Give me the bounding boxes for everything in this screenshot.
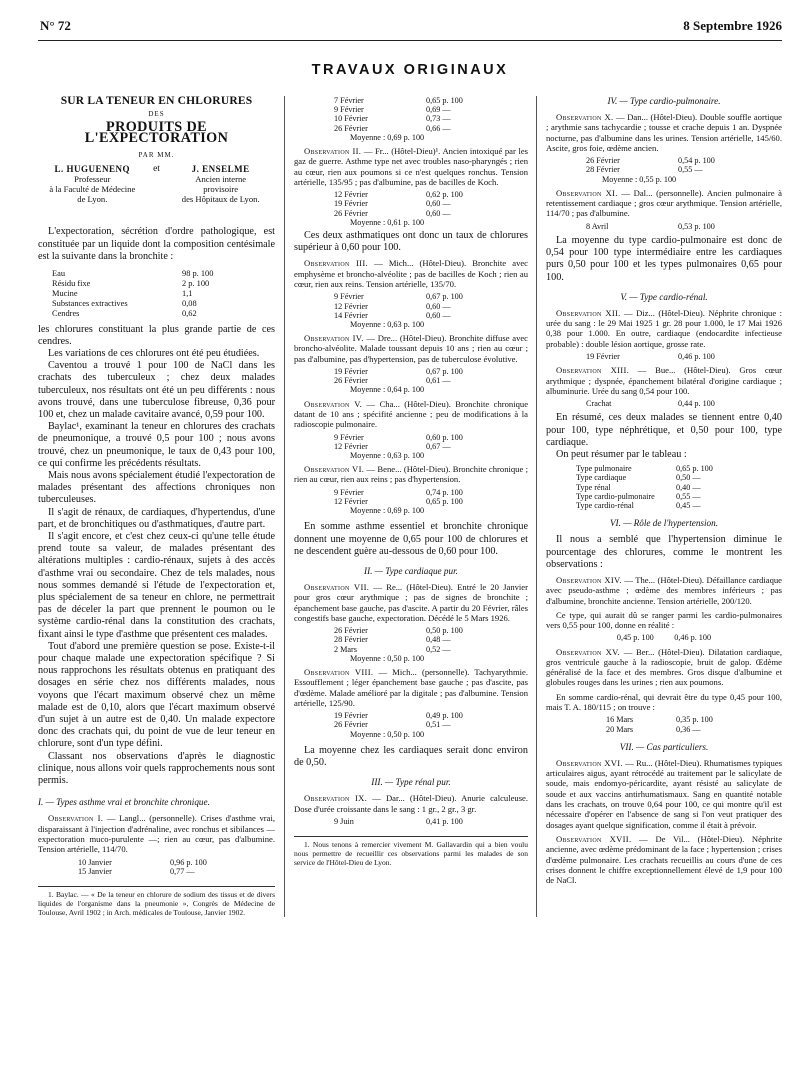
observation-label: Observation I. bbox=[48, 813, 104, 824]
column-1 bbox=[38, 96, 285, 917]
issue-number: N° 72 bbox=[40, 18, 71, 33]
composition-value: 2 p. 100 bbox=[182, 279, 210, 289]
paragraph: L'expectoration, sécrétion d'ordre pathologique, est constituée par un liquide dont la composition centésimale est la suivante dans la bronchite : bbox=[38, 226, 275, 262]
measurement-row bbox=[78, 867, 275, 876]
observation bbox=[294, 258, 528, 289]
footnote: 1. Baylac. — « De la teneur en chlorure de sodium des tissus et de divers liquides de l'organisme dans la pneumonie », Congrès de Médecine de Toulouse, Avril 1902 ; in Arch. médicales de Toulouse, Janvier 1902. bbox=[38, 889, 275, 917]
observation-text: — Bene... (Hôtel-Dieu). Bronchite chronique ; rien au cœur, rien aux reins ; pas d'hypertension. bbox=[294, 464, 529, 485]
measurement-values: 0,45 p. 100 0,46 p. 100 bbox=[616, 633, 712, 643]
summary-value: 0,50 — bbox=[676, 473, 701, 483]
measurement-value: 0,67 p. 100 bbox=[426, 292, 463, 302]
measurement-date: 28 Février bbox=[586, 165, 620, 175]
observation-label: Observation X. bbox=[556, 112, 614, 123]
measurement-value: 0,69 — bbox=[426, 105, 451, 115]
column-3 bbox=[537, 96, 782, 917]
measurement-row bbox=[334, 302, 528, 311]
measurement-row bbox=[334, 292, 528, 301]
measurement-date: 10 Janvier bbox=[78, 857, 112, 867]
subsection-heading: I. — Types asthme vrai et bronchite chronique. bbox=[38, 797, 210, 808]
measurement-row bbox=[606, 725, 782, 734]
footnote-rule bbox=[294, 836, 528, 837]
measurement-value: 0,67 p. 100 bbox=[426, 367, 463, 377]
author-1-name: L. HUGUENENQ bbox=[54, 164, 131, 175]
measurement-value: 0,60 — bbox=[426, 208, 451, 218]
measurement-value: 0,61 — bbox=[426, 376, 451, 386]
measurement-row bbox=[586, 165, 782, 174]
measurements bbox=[78, 858, 275, 876]
measurements bbox=[586, 222, 782, 231]
measurement-row bbox=[334, 209, 528, 218]
observation-text: — Diz... (Hôtel-Dieu). Néphrite chronique : urée du sang : le 29 Mai 1925 1 gr. 28 pour 1.000, le 17 Mai 1926 0,38 pour 1.000. En outre, cardiaque (endocardite infectieuse probable) : double lésion aortique, grosse rate. bbox=[546, 307, 782, 349]
observation-label: Observation V. bbox=[304, 398, 363, 409]
subsection-heading: III. — Type rénal pur. bbox=[371, 777, 451, 788]
measurement-value: 0,51 — bbox=[426, 720, 451, 730]
paragraph: En somme cardio-rénal, qui devrait être du type 0,45 pour 100, mais T. A. 180/115 ; on trouve : bbox=[546, 691, 782, 713]
footnote-rule bbox=[38, 886, 275, 887]
summary-table bbox=[576, 464, 782, 510]
columns bbox=[38, 96, 782, 917]
measurement-value: 0,74 p. 100 bbox=[426, 487, 463, 497]
observation-text: — Mich... (Hôtel-Dieu). Bronchite avec emphysème et broncho-alvéolite ; pas de bacilles de Koch ; rien au cœur, rien aux reins. Tension artérielle, 135/70. bbox=[294, 258, 528, 290]
measurements bbox=[586, 399, 782, 408]
issue-date: 8 Septembre 1926 bbox=[683, 18, 782, 33]
measurement-value: 0,49 p. 100 bbox=[426, 711, 463, 721]
measurement-row bbox=[334, 311, 528, 320]
measurements bbox=[334, 817, 528, 826]
measurement-date: 19 Février bbox=[334, 367, 368, 377]
observation-label: Observation VIII. bbox=[304, 667, 374, 678]
article-title-line2: PRODUITS DE L'EXPECTORATION bbox=[84, 119, 229, 147]
measurement-value: 0,53 p. 100 bbox=[678, 221, 715, 231]
author-1-role: Professeur bbox=[74, 174, 111, 185]
paragraph: Il s'agit encore, et c'est chez ceux-ci qu'une telle étude prend toute sa valeur, de malades présentant des altérations multiples : cardio-rénaux, sujets à des accès d'asthme vrai ou secondaire. Chez de tels malades, nous nous sommes demandé si l'étude de l'expectoration et, plus spécialement de sa teneur en chlore, ne permettrait pas de déceler la part que prennent le poumon ou le système cardio-rénal dans la constitution des crachats, fixant ainsi le type d'asthme que présentent ces malades. bbox=[38, 531, 275, 640]
composition-table bbox=[52, 269, 275, 319]
observation bbox=[546, 834, 782, 885]
paragraph: Ce type, qui aurait dû se ranger parmi les cardio-pulmonaires vers 0,55 pour 100, donne en réalité : bbox=[546, 609, 782, 631]
composition-row bbox=[52, 289, 275, 299]
observation-label: Observation XIII. bbox=[556, 365, 630, 376]
measurement-mean: Moyenne : 0,61 p. 100 bbox=[350, 217, 425, 227]
summary-type: Type rénal bbox=[576, 482, 611, 492]
measurements bbox=[334, 292, 528, 329]
observation-label: Observation XV. bbox=[556, 646, 620, 657]
observation bbox=[546, 188, 782, 219]
measurement-value: 0,35 p. 100 bbox=[676, 715, 713, 725]
observation bbox=[294, 667, 528, 708]
measurement-date: 19 Février bbox=[586, 352, 620, 362]
measurement-row bbox=[334, 626, 528, 635]
measurement-date: 9 Février bbox=[334, 292, 364, 302]
section-title: TRAVAUX ORIGINAUX bbox=[311, 62, 509, 78]
observation-label: Observation II. bbox=[304, 146, 362, 157]
measurements bbox=[334, 711, 528, 739]
paragraph: Il nous a semblé que l'hypertension diminue le pourcentage des chlorures, comme le montrent les observations : bbox=[546, 534, 782, 570]
column-2 bbox=[285, 96, 537, 917]
measurements bbox=[334, 433, 528, 461]
summary-value: 0,40 — bbox=[676, 482, 701, 492]
measurement-row bbox=[78, 858, 275, 867]
observation bbox=[546, 308, 782, 349]
measurement-value: 0,48 — bbox=[426, 635, 451, 645]
paragraph: La moyenne du type cardio-pulmonaire est donc de 0,54 pour 100 type intermédiaire entre les cardiaques purs 0,50 pour 100 et les types pulmonaires 0,65 pour 100. bbox=[546, 234, 782, 283]
page-header bbox=[38, 0, 782, 41]
measurement-row bbox=[586, 352, 782, 361]
measurement-value: 0,96 p. 100 bbox=[170, 857, 207, 867]
composition-name: Mucine bbox=[52, 289, 78, 299]
paragraph: Caventou a trouvé 1 pour 100 de NaCl dans les crachats des tuberculeux ; chez deux malades tuberculeux, nos résultats ont été un peu différents : nous avons trouvé, dans une tuberculose fibreuse, 0,36 pour 100 et, chez un malade cavitaire avancé, 0,59 pour 100. bbox=[38, 360, 275, 420]
measurements bbox=[586, 352, 782, 361]
paragraph: Il s'agit de rénaux, de cardiaques, d'hypertendus, d'une part, et de bronchitiques ou d'asthmatiques, d'autre part. bbox=[38, 506, 275, 530]
summary-value: 0,65 p. 100 bbox=[676, 464, 713, 474]
observation-label: Observation III. bbox=[304, 258, 368, 269]
measurement-date: Crachat bbox=[586, 399, 612, 409]
composition-name: Eau bbox=[52, 269, 66, 279]
composition-value: 0,62 bbox=[182, 309, 197, 319]
observation-label: Observation XVI. bbox=[556, 757, 623, 768]
measurements bbox=[586, 156, 782, 184]
observation-label: Observation XIV. bbox=[556, 574, 622, 585]
observation bbox=[294, 464, 528, 485]
measurement-value: 0,65 p. 100 bbox=[426, 496, 463, 506]
observation-text: — Mich... (personnelle). Tachyarythmie. Essoufflement ; léger épanchement base gauche ; pas d'ascite, pas d'œdème. Malade amélioré par la digitale ; pas d'albumine. Tension artérielle, 125/90. bbox=[294, 667, 528, 708]
measurement-value: 0,65 p. 100 bbox=[426, 96, 463, 105]
observation-text: — Re... (Hôtel-Dieu). Entré le 20 Janvier pour gros cœur arythmique ; pas de signes de bronchite ; épanchement base gauche, pas d'ascite. A partir du 20 Février, râles congestifs base gauche, expectoration. Décédé le 5 Mars 1926. bbox=[294, 582, 528, 623]
measurement-value: 0,60 — bbox=[426, 301, 451, 311]
observation-label: Observation IV. bbox=[304, 333, 364, 344]
measurement-date: 12 Février bbox=[334, 496, 368, 506]
measurement-date: 26 Février bbox=[334, 720, 368, 730]
measurements bbox=[334, 190, 528, 227]
measurement-mean: Moyenne : 0,63 p. 100 bbox=[350, 319, 425, 329]
observation bbox=[546, 575, 782, 606]
observation-label: Observation VI. bbox=[304, 464, 365, 475]
paragraph: Classant nos observations d'après le diagnostic clinique, nous allons voir quels rapprochements nous sont permis. bbox=[38, 750, 275, 787]
observation-text: — Bue... (Hôtel-Dieu). Gros cœur arythmique ; dyspnée, épanchement bilatéral d'origine cardiaque ; albuminurie. Urée du sang 0,54 pour 100. bbox=[546, 365, 782, 396]
subsection-heading: V. — Type cardio-rénal. bbox=[620, 291, 708, 302]
measurement-row bbox=[334, 433, 528, 442]
measurement-row bbox=[334, 105, 528, 114]
observation bbox=[294, 146, 528, 187]
measurement-date: 19 Février bbox=[334, 199, 368, 209]
measurement-date: 15 Janvier bbox=[78, 866, 112, 876]
measurement-value: 0,66 — bbox=[426, 123, 451, 133]
subsection-heading: IV. — Type cardio-pulmonaire. bbox=[607, 96, 721, 106]
measurement-row bbox=[334, 114, 528, 123]
measurement-date: 14 Février bbox=[334, 310, 368, 320]
composition-row bbox=[52, 309, 275, 319]
paragraph: En somme asthme essentiel et bronchite chronique donnent une moyenne de 0,65 pour 100 de chlorures et ne descendent guère au-dessous de 0,60 pour 100. bbox=[294, 521, 528, 557]
composition-name: Substances extractives bbox=[52, 299, 128, 309]
author-1-aff2: de Lyon. bbox=[77, 194, 108, 205]
measurement-date: 20 Mars bbox=[606, 724, 634, 734]
paragraph: La moyenne chez les cardiaques serait donc environ de 0,50. bbox=[294, 744, 528, 769]
observation-text: — De Vil... (Hôtel-Dieu). Néphrite ancienne, avec œdème prédominant de la face ; hypertension ; crises d'œdème pulmonaire. Les crachats recueillis au cours d'une de ces crises donnent le chiffre exceptionnellement élevé de 1,9 pour 100 de NaCl. bbox=[546, 833, 783, 886]
observation bbox=[546, 647, 782, 688]
footnote: 1. Nous tenons à remercier vivement M. Gallavardin qui a bien voulu nous permettre de recueillir ces observations parmi les malades de son service de l'Hôtel-Dieu de Lyon. bbox=[294, 840, 528, 867]
measurement-value: 0,52 — bbox=[426, 644, 451, 654]
measurement-date: 16 Mars bbox=[606, 715, 634, 725]
measurement-date: 26 Février bbox=[334, 208, 368, 218]
measurement-row bbox=[334, 96, 528, 105]
summary-row bbox=[576, 483, 782, 492]
observation bbox=[294, 793, 528, 814]
observation-text: — Dar... (Hôtel-Dieu). Anurie calculeuse. Dose d'urée croissante dans le sang : 1 gr., 2 gr., 3 gr. bbox=[294, 793, 528, 814]
measurement-row bbox=[334, 817, 528, 826]
subsection-heading: VII. — Cas particuliers. bbox=[619, 741, 709, 752]
measurement-date: 19 Février bbox=[334, 711, 368, 721]
measurement-value: 0,77 — bbox=[170, 866, 195, 876]
paragraph: En résumé, ces deux malades se tiennent entre 0,40 pour 100, type néphrétique, et 0,50 pour 100, type cardiaque. bbox=[546, 412, 782, 448]
composition-value: 0,08 bbox=[182, 299, 197, 309]
measurement-value: 0,36 — bbox=[676, 724, 701, 734]
article-title-des: DES bbox=[148, 110, 165, 119]
paragraph: Baylac¹, examinant la teneur en chlorures des crachats de pneumonique, a trouvé 0,5 pour 100 ; nous avons trouvé, chez un pneumonique, le taux de 0,43 pour 100, ce qui confirme les précédents résultats. bbox=[38, 421, 275, 469]
measurement-date: 2 Mars bbox=[334, 644, 357, 654]
summary-type: Type pulmonaire bbox=[576, 464, 632, 474]
article-title-line1: SUR LA TENEUR EN CHLORURES bbox=[60, 95, 253, 107]
composition-row bbox=[52, 279, 275, 289]
measurement-date: 26 Février bbox=[334, 123, 368, 133]
summary-type: Type cardiaque bbox=[576, 473, 627, 483]
observation-label: Observation XII. bbox=[556, 307, 621, 318]
measurement-mean: Moyenne : 0,69 p. 100 bbox=[350, 506, 425, 516]
measurement-value: 0,46 p. 100 bbox=[678, 352, 715, 362]
measurement-mean: Moyenne : 0,50 p. 100 bbox=[350, 729, 425, 739]
measurement-value: 0,73 — bbox=[426, 114, 451, 124]
summary-type: Type cardio-rénal bbox=[576, 501, 634, 510]
composition-row bbox=[52, 299, 275, 309]
author-2-aff2: des Hôpitaux de Lyon. bbox=[181, 194, 260, 205]
author-2-role: Ancien interne bbox=[195, 174, 247, 185]
summary-row bbox=[576, 473, 782, 482]
subsection-heading: II. — Type cardiaque pur. bbox=[364, 565, 458, 576]
measurement-mean: Moyenne : 0,55 p. 100 bbox=[602, 174, 677, 184]
composition-value: 1,1 bbox=[182, 289, 193, 299]
measurement-value: 0,41 p. 100 bbox=[426, 816, 463, 826]
author-2-aff1: provisoire bbox=[203, 184, 239, 195]
measurement-value: 0,50 p. 100 bbox=[426, 626, 463, 636]
measurement-date: 12 Février bbox=[334, 190, 368, 200]
measurements bbox=[334, 488, 528, 516]
measurement-row bbox=[334, 645, 528, 654]
measurement-row bbox=[334, 488, 528, 497]
observation-text: — Dre... (Hôtel-Dieu). Bronchite diffuse avec broncho-alvéolite. Malade toussant depuis 10 ans ; rien au cœur ; pas d'albumine, pas d'hypertension, pas de tuberculose évolutive. bbox=[294, 333, 528, 364]
measurement-value: 0,60 — bbox=[426, 199, 451, 209]
measurement-row bbox=[334, 635, 528, 644]
measurement-date: 9 Juin bbox=[334, 816, 354, 826]
measurement-date: 26 Février bbox=[334, 376, 368, 386]
observation-text: — Ber... (Hôtel-Dieu). Dilatation cardiaque, gros ventricule gauche à la radioscopie, bruit de galop. Œdème généralisé de la face et des membres. Gros disque d'albumine et globules rouges dans les urines ; rien aux poumons. bbox=[546, 646, 783, 688]
observation-label: Observation IX. bbox=[304, 793, 368, 804]
measurement-mean: Moyenne : 0,50 p. 100 bbox=[350, 653, 425, 663]
measurement-value: 0,60 p. 100 bbox=[426, 432, 463, 442]
observation-text: — Cha... (Hôtel-Dieu). Bronchite chronique datant de 10 ans ; spécifité ancienne ; peu de modifications à la radioscopie pulmonaire. bbox=[294, 398, 529, 430]
measurements bbox=[334, 367, 528, 395]
observation-text: — Ru... (Hôtel-Dieu). Rhumatismes typiques articulaires aigus, ayant rétrocédé au traitement par le salicylate de soude, mais endomyo-péricardite, ayant résisté au salicylate de soude et aux vaccins antirhumatismaux. Sang en quantité notable dans les crachats, on trouve 0,64 pour 100, ce qui montre qu'il est nécessaire d'opérer en l'absence de sang si l'on veut pratiquer des dosages ayant quelque signification, comme il était à prévoir. bbox=[546, 757, 782, 830]
composition-name: Cendres bbox=[52, 309, 80, 319]
summary-row bbox=[576, 492, 782, 501]
author-et: et bbox=[153, 164, 160, 175]
paragraph: Mais nous avons spécialement étudié l'expectoration de malades présentant des affections chroniques non tuberculeuses. bbox=[38, 469, 275, 506]
observation bbox=[38, 813, 275, 854]
article-par: PAR MM. bbox=[138, 151, 175, 160]
summary-type: Type cardio-pulmonaire bbox=[576, 491, 655, 501]
measurement-row bbox=[586, 156, 782, 165]
measurement-value: 0,55 — bbox=[678, 165, 703, 175]
authors bbox=[38, 164, 275, 204]
subsection-heading: VI. — Rôle de l'hypertension. bbox=[609, 518, 719, 529]
measurement-value: 0,44 p. 100 bbox=[678, 399, 715, 409]
measurements bbox=[334, 96, 528, 142]
summary-row bbox=[576, 464, 782, 473]
observation-text: — Dal... (personnelle). Ancien pulmonaire à retentissement cardiaque ; gros cœur arythmique. Tension artérielle, 114/70 ; pas d'albumine. bbox=[546, 187, 782, 219]
measurement-row bbox=[334, 190, 528, 199]
observation-text: — Dan... (Hôtel-Dieu). Double souffle aortique ; arythmie sans tachycardie ; tousse et crache depuis 1 an. Dyspnée nocturne, pas d'albumine dans les urines. Tension artérielle, 145/60. Ascite, gros foie, œdème ancien. bbox=[546, 112, 783, 153]
measurement-date: 9 Février bbox=[334, 432, 364, 442]
measurement-mean: Moyenne : 0,69 p. 100 bbox=[350, 132, 425, 142]
composition-value: 98 p. 100 bbox=[182, 269, 214, 279]
summary-value: 0,55 — bbox=[676, 491, 701, 501]
measurement-row bbox=[334, 497, 528, 506]
measurement-row bbox=[334, 376, 528, 385]
observation-text: — The... (Hôtel-Dieu). Défaillance cardiaque avec pseudo-asthme ; œdème des membres inférieurs ; pas d'albumine, bronchite ancienne. Tension artérielle, 200/120. bbox=[546, 574, 782, 606]
measurement-date: 28 Février bbox=[334, 635, 368, 645]
measurement-date: 26 Février bbox=[586, 156, 620, 166]
measurement-date: 12 Février bbox=[334, 301, 368, 311]
measurement-mean: Moyenne : 0,64 p. 100 bbox=[350, 385, 425, 395]
measurement-date: 12 Février bbox=[334, 441, 368, 451]
observation bbox=[294, 582, 528, 623]
observation bbox=[546, 112, 782, 153]
measurement-value: 0,60 — bbox=[426, 310, 451, 320]
paragraph: Ces deux asthmatiques ont donc un taux de chlorures supérieur à 0,60 pour 100. bbox=[294, 230, 528, 254]
measurements bbox=[334, 626, 528, 663]
measurement-row bbox=[334, 720, 528, 729]
measurement-row bbox=[334, 199, 528, 208]
observation-label: Observation XI. bbox=[556, 187, 618, 198]
observation bbox=[294, 333, 528, 364]
composition-name: Résidu fixe bbox=[52, 279, 91, 289]
measurement-date: 9 Février bbox=[334, 105, 364, 115]
observation-text: — Langl... (personnelle). Crises d'asthme vrai, disparaissant à l'injection d'adrénaline, avec ronchus et sibilances — expectoration muco-purulente —; rien au cœur, pas d'albumine. Tension artérielle, 114/70. bbox=[38, 813, 275, 855]
measurement-row bbox=[334, 367, 528, 376]
observation-text: — Fr... (Hôtel-Dieu)¹. Ancien intoxiqué par les gaz de guerre. Asthme type net avec troubles naso-pharyngés ; rien au cœur, rien aux poumons si ce n'est quelques ronchus. Tension artérielle, 135/95 ; pas d'albumine, pas de bacilles de Koch. bbox=[294, 146, 528, 187]
measurements bbox=[606, 715, 782, 733]
measurement-date: 26 Février bbox=[334, 626, 368, 636]
summary-row bbox=[576, 501, 782, 510]
measurement-date: 9 Février bbox=[334, 487, 364, 497]
author-1-aff1: à la Faculté de Médecine bbox=[49, 184, 136, 195]
observation bbox=[546, 758, 782, 830]
observation-label: Observation XVII. bbox=[556, 833, 632, 844]
author-2-name: J. ENSELME bbox=[191, 164, 250, 175]
paragraph: On peut résumer par le tableau : bbox=[556, 448, 687, 460]
measurement-date: 8 Avril bbox=[586, 221, 609, 231]
observation bbox=[294, 399, 528, 430]
paragraph: les chlorures constituant la plus grande partie de ces cendres. bbox=[38, 323, 275, 347]
measurement-row bbox=[334, 124, 528, 133]
measurement-date: 10 Février bbox=[334, 114, 368, 124]
observation bbox=[546, 365, 782, 396]
summary-value: 0,45 — bbox=[676, 501, 701, 510]
measurement-row bbox=[586, 222, 782, 231]
composition-row bbox=[52, 269, 275, 279]
measurement-date: 7 Février bbox=[334, 96, 364, 105]
measurement-row bbox=[606, 715, 782, 724]
measurement-row bbox=[334, 442, 528, 451]
measurement-row bbox=[586, 399, 782, 408]
measurement-value: 0,67 — bbox=[426, 441, 451, 451]
author-2 bbox=[166, 164, 275, 204]
measurement-mean: Moyenne : 0,63 p. 100 bbox=[350, 450, 425, 460]
paragraph: Les variations de ces chlorures ont été peu étudiées. bbox=[48, 347, 260, 359]
observation-label: Observation VII. bbox=[304, 582, 370, 593]
paragraph: Tout d'abord une première question se pose. Existe-t-il pour chaque malade une expectoration spécifique ? Si nous rapprochons les résultats obtenus en pratiquant des dosages en série chez nos différents malades, nous voyons que l'écart maximum observé chez un même malade est de 0,10, alors que l'écart maximum observé d'un sujet à un autre est de 0,40. Un malade expectore donc des crachats qui, du point de vue de leur teneur en chlorure, sont d'un type défini. bbox=[38, 640, 275, 750]
author-1 bbox=[38, 164, 147, 204]
measurement-row bbox=[334, 711, 528, 720]
measurement-value: 0,62 p. 100 bbox=[426, 190, 463, 200]
measurement-value: 0,54 p. 100 bbox=[678, 156, 715, 166]
